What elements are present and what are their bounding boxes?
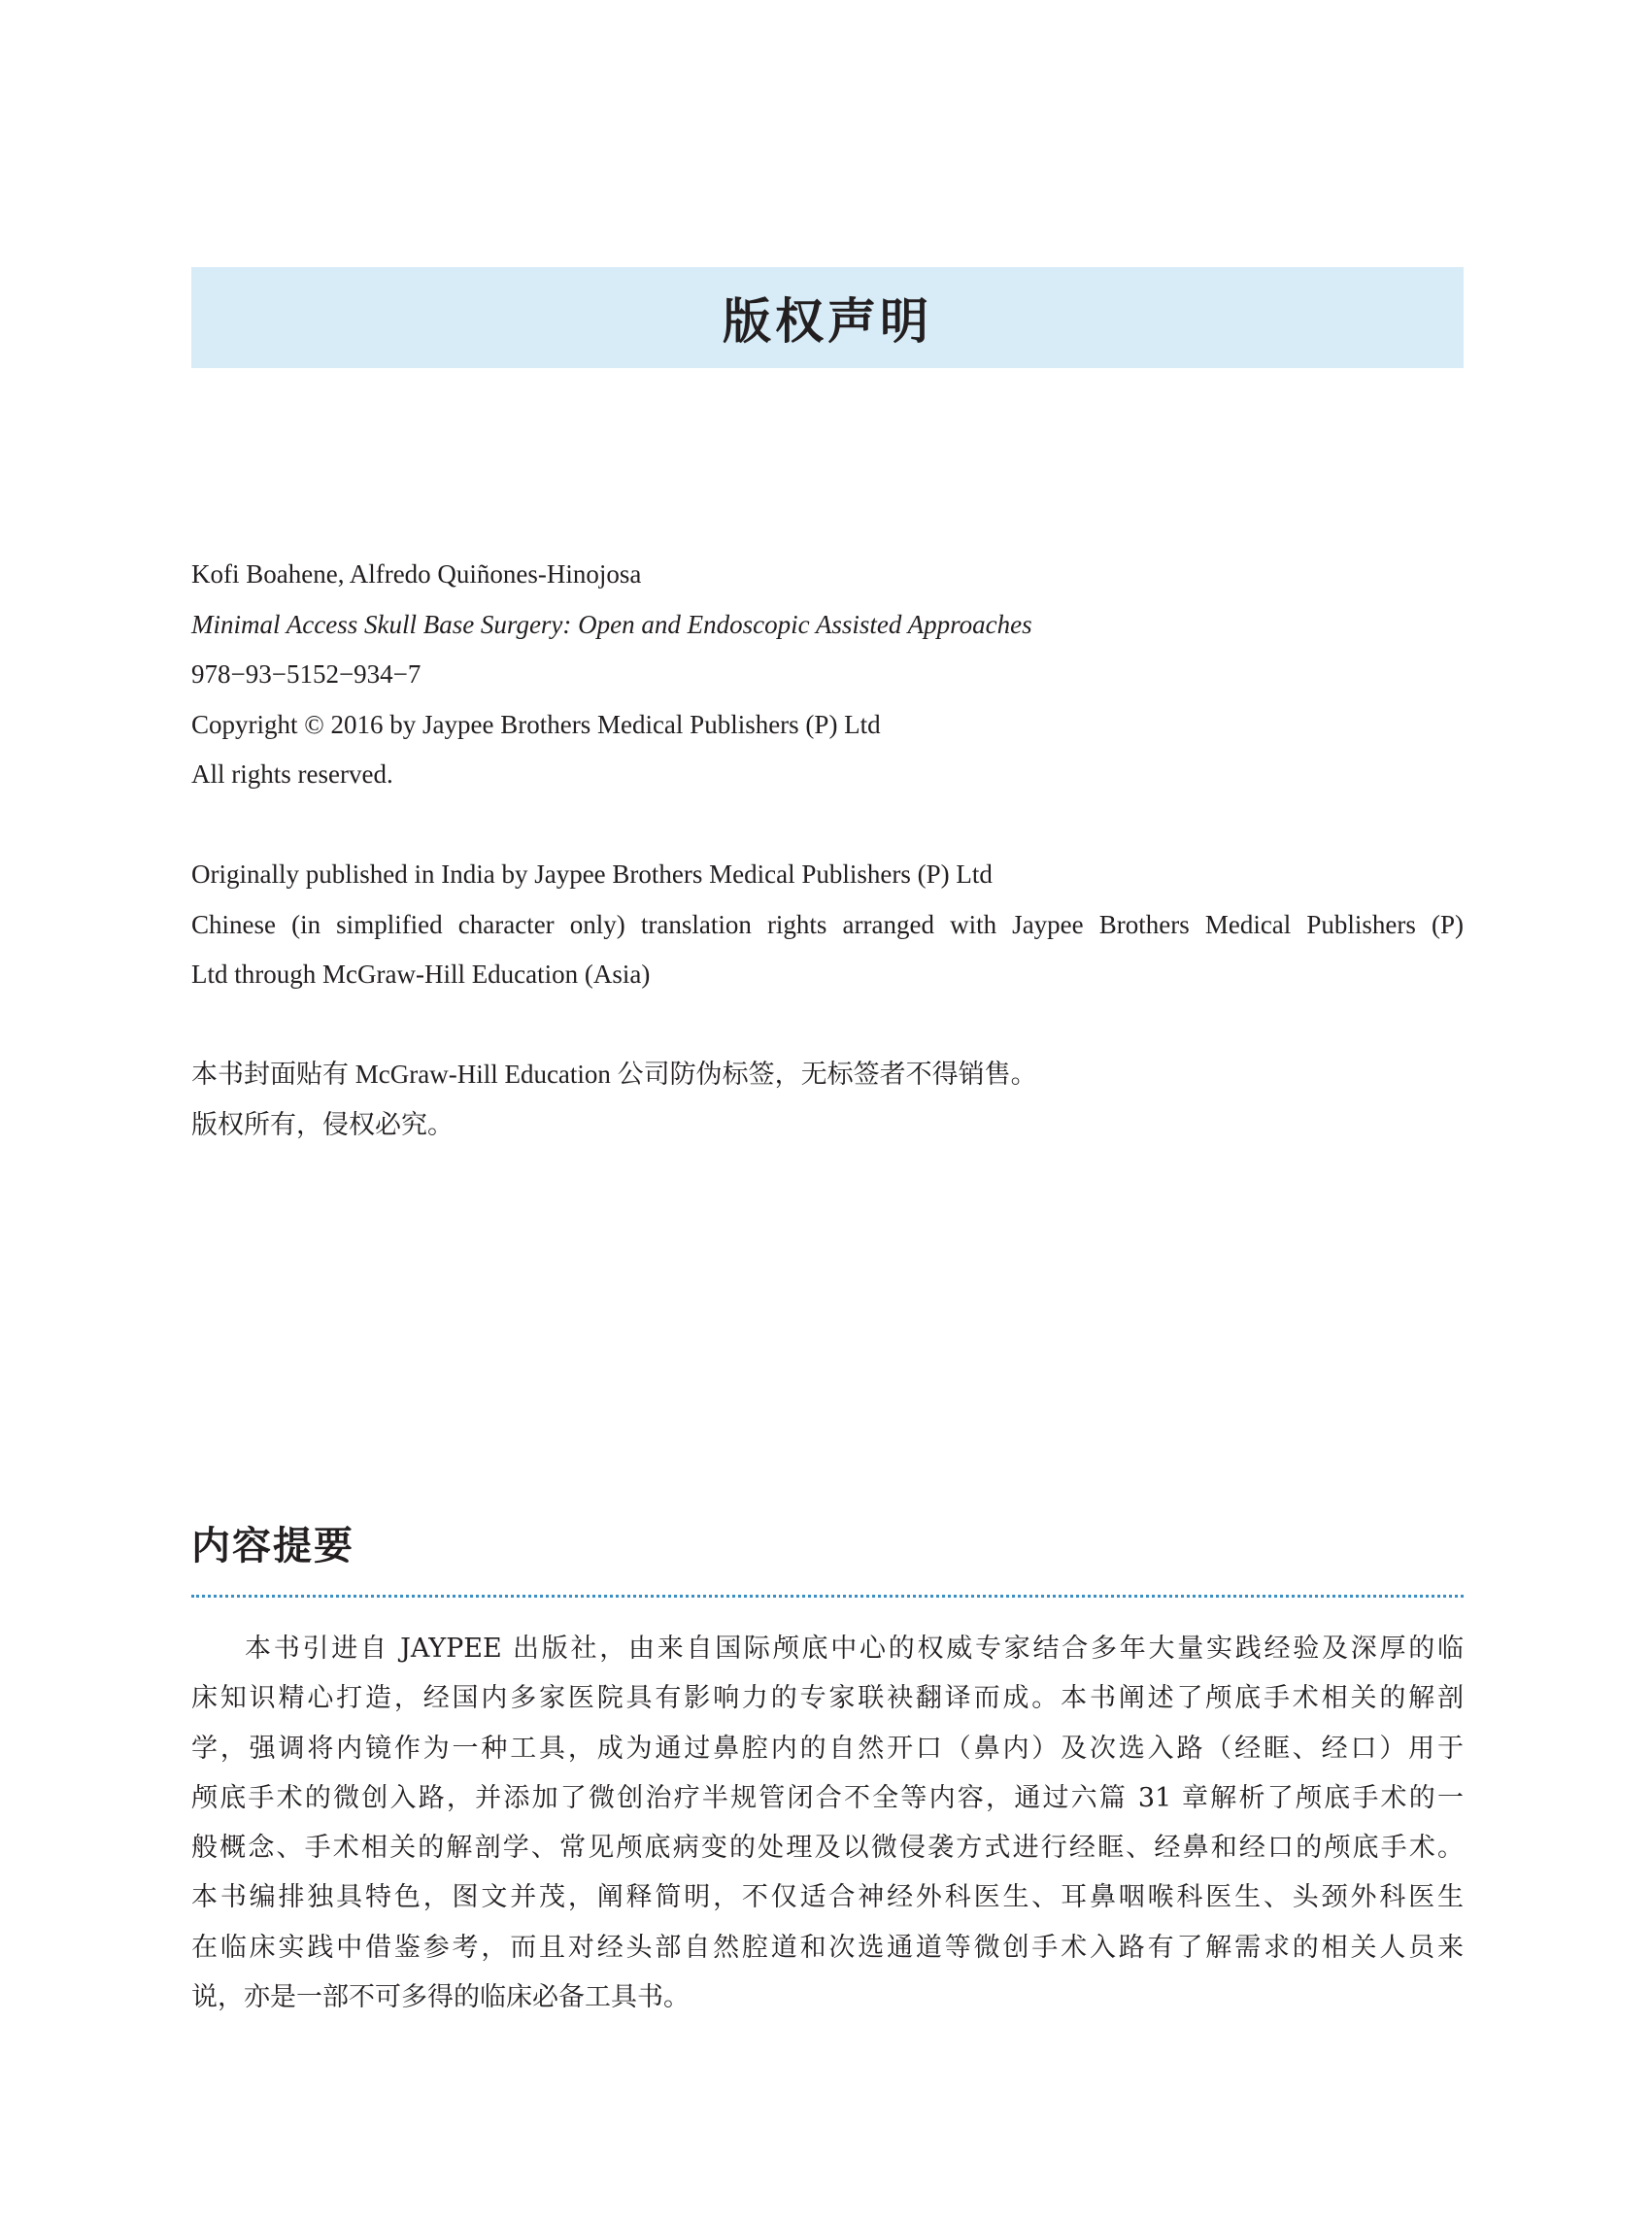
label-notice: 本书封面贴有 McGraw-Hill Education 公司防伪标签，无标签者不得销售。 xyxy=(191,1060,1037,1089)
summary-line: 说，亦是一部不可多得的临床必备工具书。 xyxy=(191,1982,690,2013)
title-banner xyxy=(191,267,1464,368)
page-title: 版权声明 xyxy=(723,292,932,350)
spacer xyxy=(191,1000,1464,1051)
rights-notice: 版权所有，侵权必究。 xyxy=(191,1109,454,1139)
summary-line: 本书编排独具特色，图文并茂，阐释简明，不仅适合神经外科医生、耳鼻咽喉科医生、头颈外科医生 xyxy=(191,1882,1464,1913)
summary-line: 在临床实践中借鉴参考，而且对经头部自然腔道和次选通道等微创手术入路有了解需求的相关人员来 xyxy=(191,1932,1464,1963)
summary-line: 颅底手术的微创入路，并添加了微创治疗半规管闭合不全等内容，通过六篇 31 章解析了颅底手术的一 xyxy=(191,1782,1464,1813)
summary-line: 本书引进自 JAYPEE 出版社，由来自国际颅底中心的权威专家结合多年大量实践经验及深厚的临 xyxy=(245,1634,1464,1664)
authors: Kofi Boahene, Alfredo Quiñones-Hinojosa xyxy=(191,559,642,589)
summary-line: 床知识精心打造，经国内多家医院具有影响力的专家联袂翻译而成。本书阐述了颅底手术相关的解剖 xyxy=(191,1683,1464,1714)
book-title: Minimal Access Skull Base Surgery: Open and Endoscopic Assisted Approaches xyxy=(191,609,1032,639)
copyright-block xyxy=(191,550,1464,1150)
copyright-line: Copyright © 2016 by Jaypee Brothers Medical Publishers (P) Ltd xyxy=(191,709,881,739)
translation-rights-line-2: Ltd through McGraw-Hill Education (Asia) xyxy=(191,960,651,989)
dotted-divider xyxy=(191,1595,1464,1598)
isbn: 978−93−5152−934−7 xyxy=(191,659,421,689)
originally-published: Originally published in India by Jaypee Brothers Medical Publishers (P) Ltd xyxy=(191,860,993,889)
summary-line: 般概念、手术相关的解剖学、常见颅底病变的处理及以微侵袭方式进行经眶、经鼻和经口的颅底手术。 xyxy=(191,1833,1464,1864)
summary-line: 学，强调将内镜作为一种工具，成为通过鼻腔内的自然开口（鼻内）及次选入路（经眶、经口）用于 xyxy=(191,1733,1464,1764)
summary-body xyxy=(191,1624,1464,2022)
rights-reserved: All rights reserved. xyxy=(191,759,393,789)
translation-rights-line-1: Chinese (in simplified character only) translation rights arranged with Jaypee Brothers Medical Publishers (P) xyxy=(191,909,1464,939)
spacer xyxy=(191,800,1464,851)
summary-heading: 内容提要 xyxy=(191,1523,354,1568)
